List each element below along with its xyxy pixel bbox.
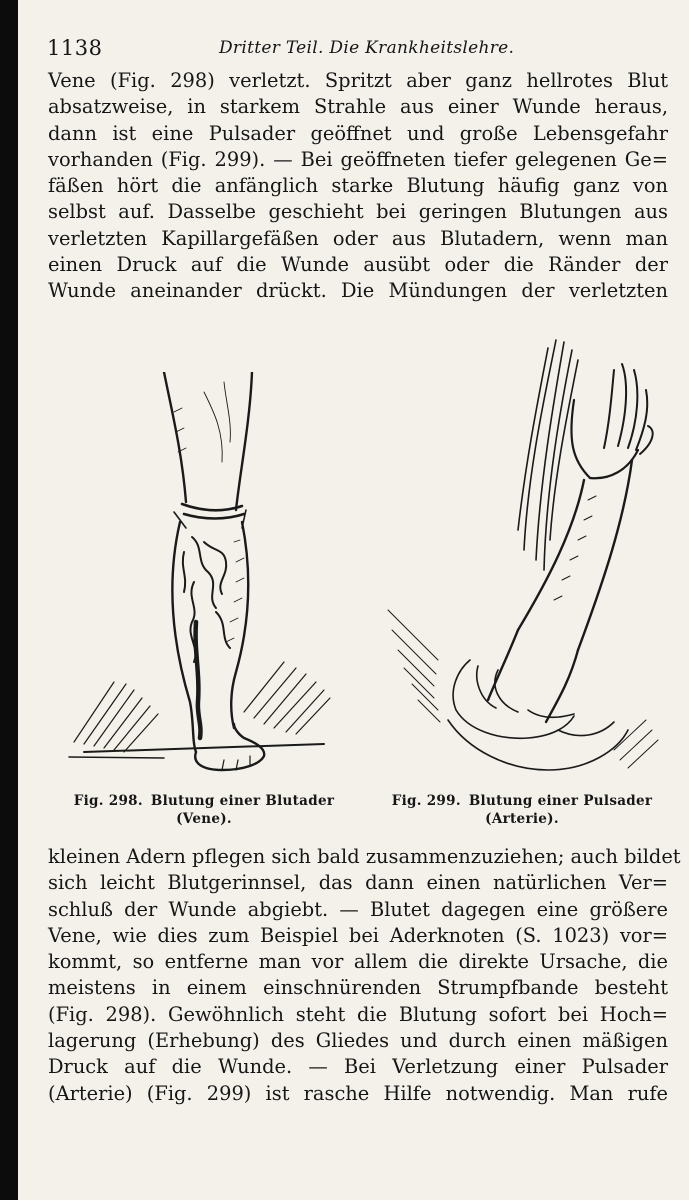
figure-caption-299 bbox=[376, 792, 668, 828]
page-header bbox=[47, 36, 667, 64]
text-line: lagerung (Erhebung) des Gliedes und durch einen mäßigen bbox=[48, 1029, 668, 1053]
text-line: vorhanden (Fig. 299). — Bei geöffneten tiefer gelegenen Ge= bbox=[48, 147, 668, 171]
figure-299-arm-illustration bbox=[378, 330, 663, 790]
text-line: dann ist eine Pulsader geöffnet und große Lebensgefahr bbox=[48, 121, 668, 145]
text-line: schluß der Wunde abgiebt. — Blutet dagegen eine größere bbox=[48, 897, 668, 921]
caption-title: Blutung einer Blutader bbox=[150, 793, 335, 809]
figure-caption-298 bbox=[54, 792, 354, 828]
text-line: selbst auf. Dasselbe geschieht bei geringen Blutungen aus bbox=[48, 200, 668, 224]
text-line: einen Druck auf die Wunde ausübt oder die Ränder der bbox=[48, 253, 668, 277]
caption-subtitle: (Vene). bbox=[176, 811, 232, 827]
figure-number: Fig. 298. bbox=[73, 793, 143, 809]
text-line: fäßen hört die anfänglich starke Blutung häufig ganz von bbox=[48, 174, 668, 198]
text-line: kleinen Adern pflegen sich bald zusammenzuziehen; auch bildet bbox=[48, 845, 681, 868]
figure-298-leg-illustration bbox=[54, 372, 354, 792]
leg-drawing bbox=[54, 372, 354, 792]
book-page bbox=[18, 0, 689, 1200]
running-head: Dritter Teil. Die Krankheitslehre. bbox=[219, 38, 515, 58]
text-line: Wunde aneinander drückt. Die Mündungen der verletzten bbox=[48, 279, 668, 303]
text-line: Vene (Fig. 298) verletzt. Spritzt aber ganz hellrotes Blut bbox=[48, 69, 668, 92]
paragraph-bottom bbox=[48, 844, 681, 1107]
cloth-bundle bbox=[448, 660, 628, 770]
text-line: verletzten Kapillargefäßen oder aus Blutadern, wenn man bbox=[48, 226, 668, 250]
text-line: Druck auf die Wunde. — Bei Verletzung einer Pulsader bbox=[48, 1055, 668, 1079]
figure-number: Fig. 299. bbox=[391, 793, 461, 809]
blood-jet bbox=[518, 340, 578, 570]
varicose-veins bbox=[183, 537, 230, 662]
paragraph-top bbox=[48, 68, 668, 305]
text-line: absatzweise, in starkem Strahle aus einer Wunde heraus, bbox=[48, 95, 668, 119]
caption-title: Blutung einer Pulsader bbox=[468, 793, 653, 809]
shadow-hatching bbox=[388, 496, 658, 768]
text-line: (Arterie) (Fig. 299) ist rasche Hilfe notwendig. Man rufe bbox=[48, 1081, 668, 1105]
caption-subtitle: (Arterie). bbox=[485, 811, 559, 827]
text-line: kommt, so entferne man vor allem die direkte Ursache, die bbox=[48, 950, 668, 974]
arm-drawing bbox=[378, 330, 663, 790]
page-number: 1138 bbox=[47, 36, 103, 60]
text-line: Vene, wie dies zum Beispiel bei Aderknoten (S. 1023) vor= bbox=[48, 923, 668, 947]
text-line: sich leicht Blutgerinnsel, das dann einen natürlichen Ver= bbox=[48, 871, 668, 895]
text-line: meistens in einem einschnürenden Strumpfbande besteht bbox=[48, 976, 668, 1000]
text-line: (Fig. 298). Gewöhnlich steht die Blutung sofort bei Hoch= bbox=[48, 1002, 668, 1026]
